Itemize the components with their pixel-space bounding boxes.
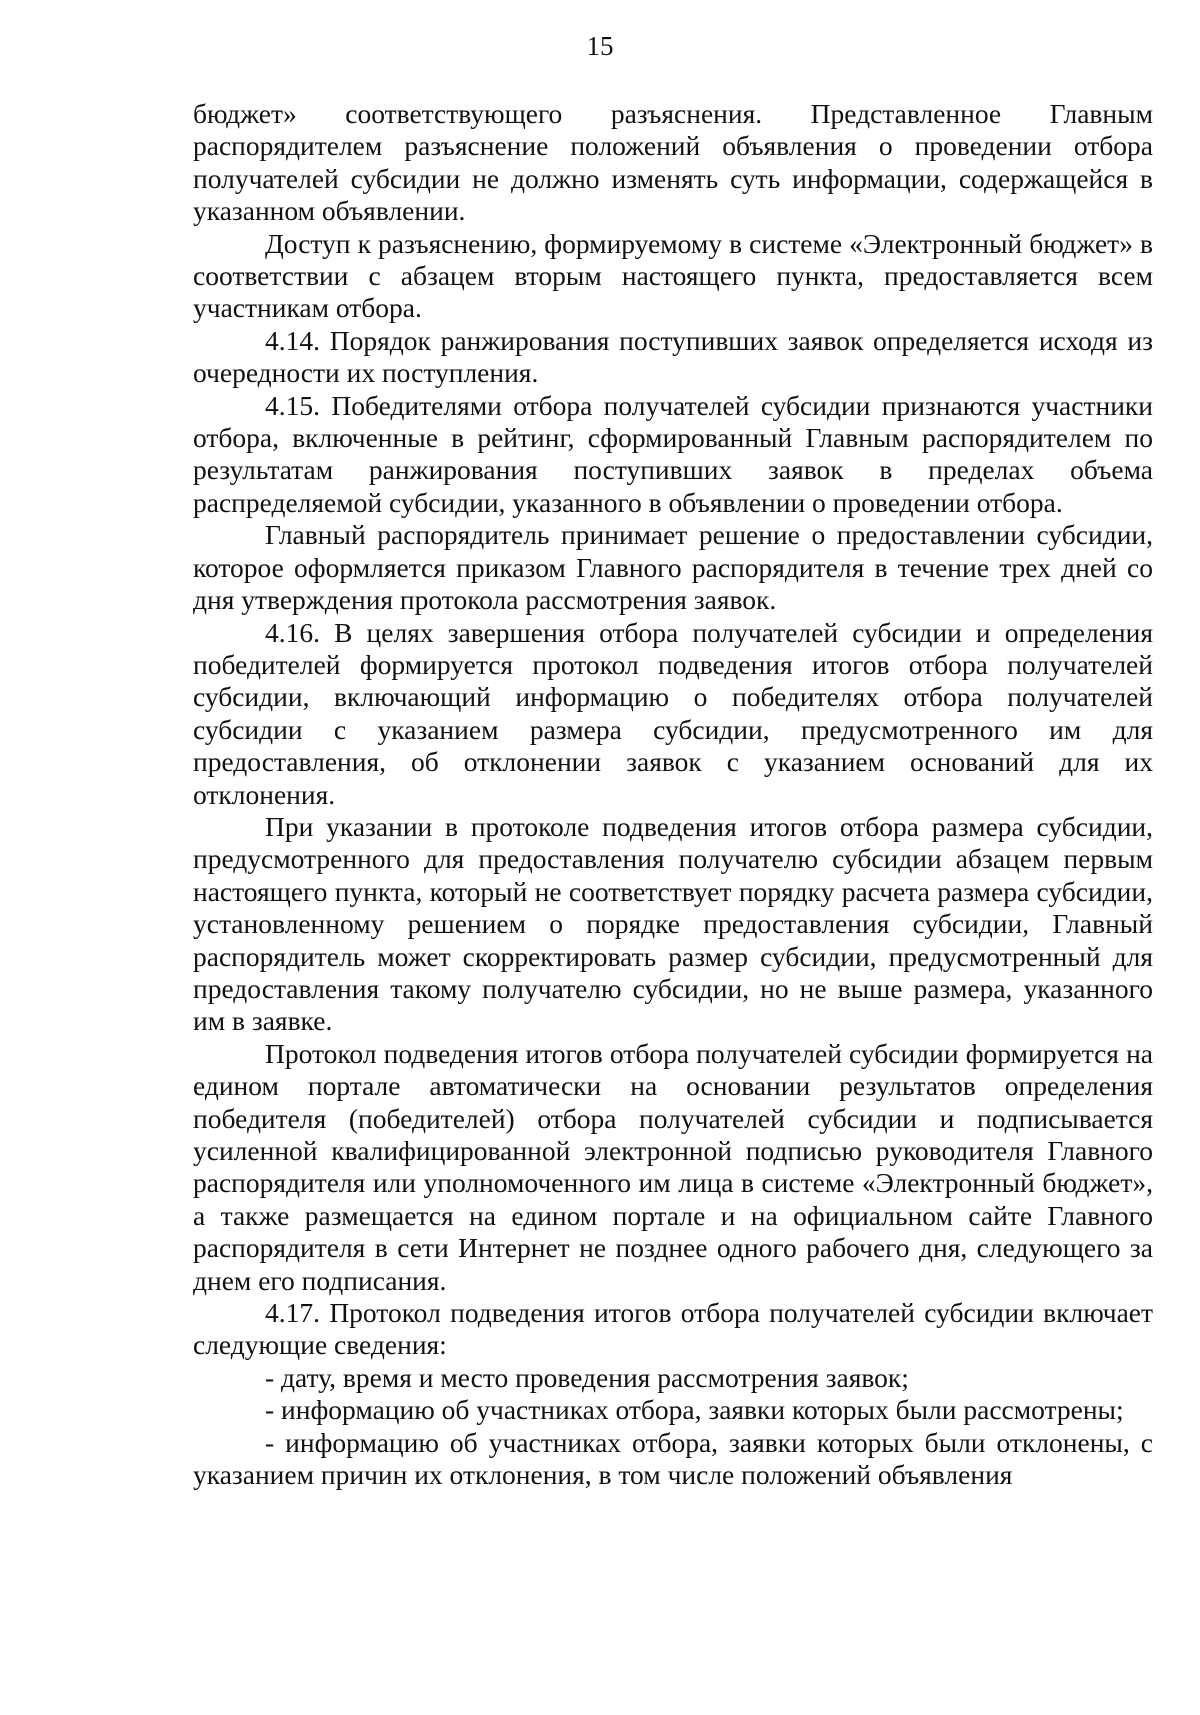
paragraph: При указании в протоколе подведения итогов отбора размера субсидии, предусмотренного для предоставления получателю субсидии абзацем первым настоящего пункта, который не соответствует порядку расчета размера субсидии, установленному решением о порядке предоставления субсидии, Главный распорядитель может скорректировать размер субсидии, предусмотренный для предоставления такому получателю субсидии, но не выше размера, указанного им в заявке. xyxy=(193,810,1153,1037)
paragraph-continuation: бюджет» соответствующего разъяснения. Представленное Главным распорядителем разъяснение положений объявления о проведении отбора получателей субсидии не должно изменять суть информации, содержащейся в указанном объявлении. xyxy=(193,98,1153,227)
list-item: - информацию об участниках отбора, заявки которых были отклонены, с указанием причин их отклонения, в том числе положений объявления xyxy=(193,1426,1153,1491)
list-item: - информацию об участниках отбора, заявки которых были рассмотрены; xyxy=(265,1394,1124,1426)
paragraph: Главный распорядитель принимает решение о предоставлении субсидии, которое оформляется приказом Главного распорядителя в течение трех дней со дня утверждения протокола рассмотрения заявок. xyxy=(193,519,1153,616)
paragraph: Протокол подведения итогов отбора получателей субсидии формируется на едином портале автоматически на основании результатов определения победителя (победителей) отбора получателей субсидии и подписывается усиленной квалифицированной электронной подписью руководителя Главного распорядителя или уполномоченного им лица в системе «Электронный бюджет», а также размещается на едином портале и на официальном сайте Главного распорядителя в сети Интернет не позднее одного рабочего дня, следующего за днем его подписания. xyxy=(193,1037,1153,1296)
paragraph-clause-4-14: 4.14. Порядок ранжирования поступивших заявок определяется исходя из очередности их поступления. xyxy=(193,324,1153,389)
paragraph-clause-4-17: 4.17. Протокол подведения итогов отбора получателей субсидии включает следующие сведения: xyxy=(193,1297,1153,1361)
paragraph-clause-4-15: 4.15. Победителями отбора получателей субсидии признаются участники отбора, включенные в рейтинг, сформированный Главным распорядителем по результатам ранжирования поступивших заявок в пределах объема распределяемой субсидии, указанного в объявлении о проведении отбора. xyxy=(193,389,1153,518)
list-item: - дату, время и место проведения рассмотрения заявок; xyxy=(265,1361,909,1393)
paragraph: Доступ к разъяснению, формируемому в системе «Электронный бюджет» в соответствии с абзацем вторым настоящего пункта, предоставляется всем участникам отбора. xyxy=(193,227,1153,324)
page-number: 15 xyxy=(586,31,614,61)
document-body xyxy=(193,98,1153,1491)
paragraph-clause-4-16: 4.16. В целях завершения отбора получателей субсидии и определения победителей формируется протокол подведения итогов отбора получателей субсидии, включающий информацию о победителях отбора получателей субсидии с указанием размера субсидии, предусмотренного им для предоставления, об отклонении заявок с указанием оснований для их отклонения. xyxy=(193,616,1153,810)
